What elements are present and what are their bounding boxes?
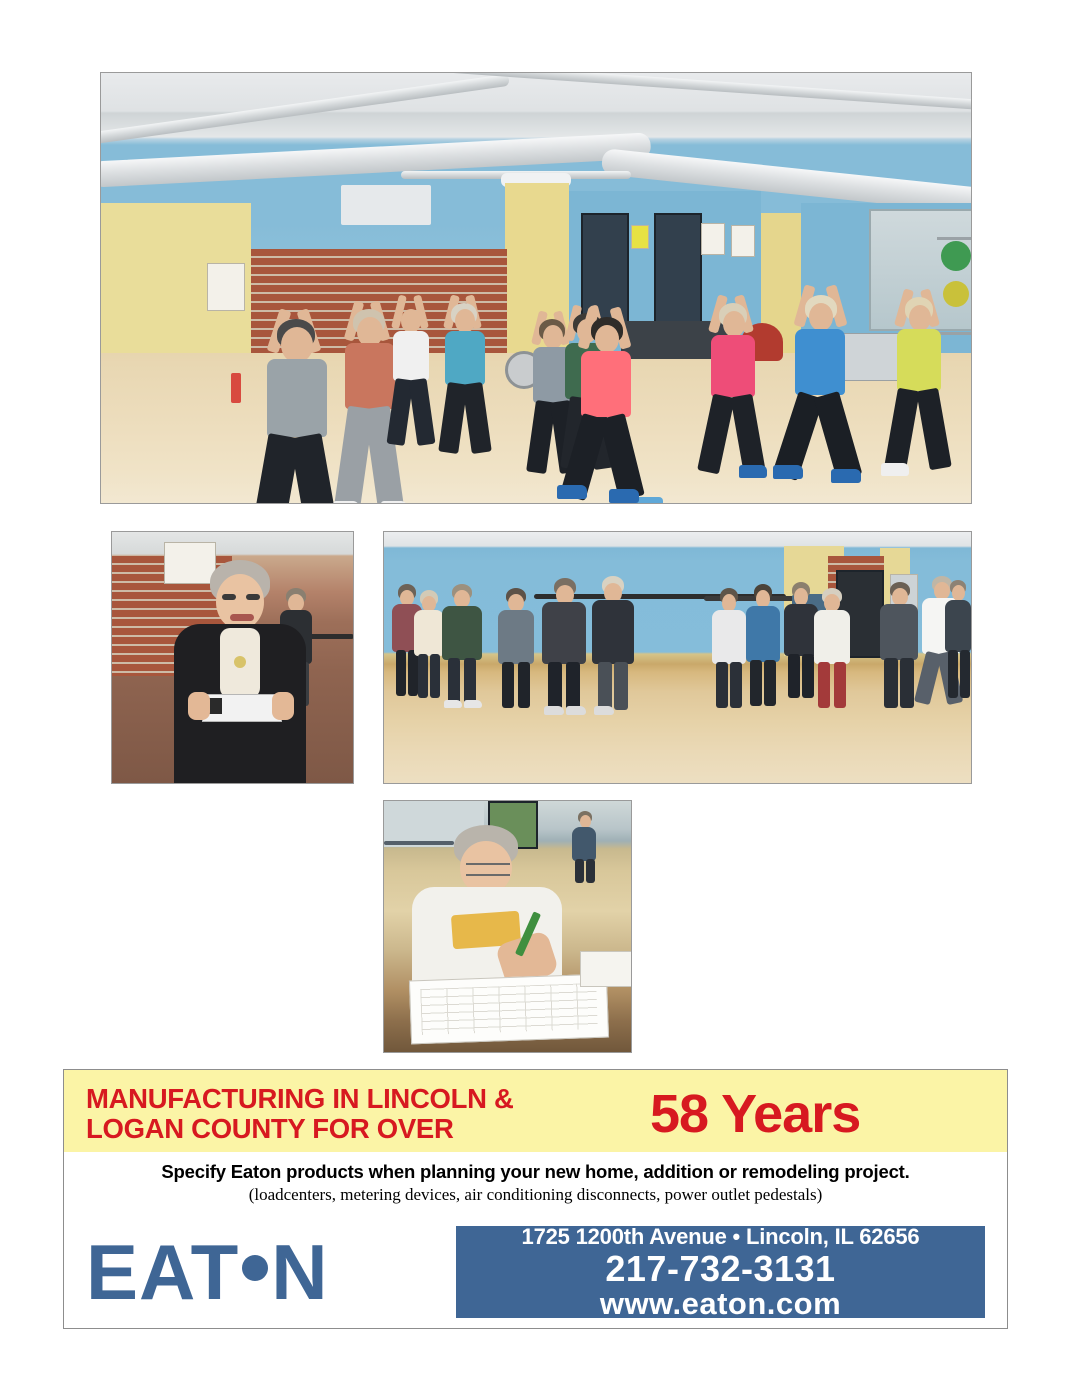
class-participant [693,295,769,485]
ad-headline-line2: LOGAN COUNTY FOR OVER [86,1113,454,1144]
ad-copy-sub: (loadcenters, metering devices, air conditioning disconnects, power outlet pedestals) [248,1185,823,1204]
ad-headline [86,1084,646,1144]
ad-copy [64,1152,1007,1209]
group-person [496,588,536,714]
class-participant [773,285,869,501]
ad-headline-line1: MANUFACTURING IN LINCOLN & [86,1083,514,1115]
woman-holding-card-photo [111,531,354,784]
group-person [710,588,748,714]
wall-sign [701,223,725,255]
ad-copy-main: Specify Eaton products when planning your new home, addition or remodeling project. [161,1161,910,1182]
group-person [812,588,852,716]
class-participant-foreground [557,307,653,504]
class-participant [877,289,957,487]
ceiling-light-icon [341,185,431,225]
eaton-advertisement [63,1069,1008,1329]
eaton-wordmark [86,1227,329,1316]
paper-sheet [580,951,632,987]
eaton-logo [86,1226,456,1318]
group-person [944,580,972,710]
ad-website[interactable]: www.eaton.com [599,1285,842,1321]
ad-phone[interactable]: 217-732-3131 [605,1247,836,1289]
ad-address: 1725 1200th Avenue • Lincoln, IL 62656 [521,1223,920,1249]
exercise-class-photo [100,72,972,504]
eaton-wordmark-part1: EAT [86,1227,240,1316]
exercise-ball [941,241,971,271]
ad-years-badge: 58 Years [650,1084,861,1144]
water-bottle-icon [231,373,241,403]
group-person [744,584,782,714]
group-standing-gym-photo [383,531,972,784]
woman-with-card [158,560,318,784]
ad-banner [64,1070,1007,1152]
wall-poster [207,263,245,311]
wall-sign [731,225,755,257]
ad-bottom-bar [86,1223,985,1321]
group-person [540,578,588,716]
group-person [440,584,484,710]
class-participant [383,295,439,455]
woman-writing-photo [383,800,632,1053]
dot-icon [242,1255,268,1281]
class-participant [433,295,495,463]
door-sign [631,225,649,249]
group-person [590,576,636,718]
ad-contact-block [456,1223,985,1321]
eaton-wordmark-part2: N [271,1227,329,1316]
